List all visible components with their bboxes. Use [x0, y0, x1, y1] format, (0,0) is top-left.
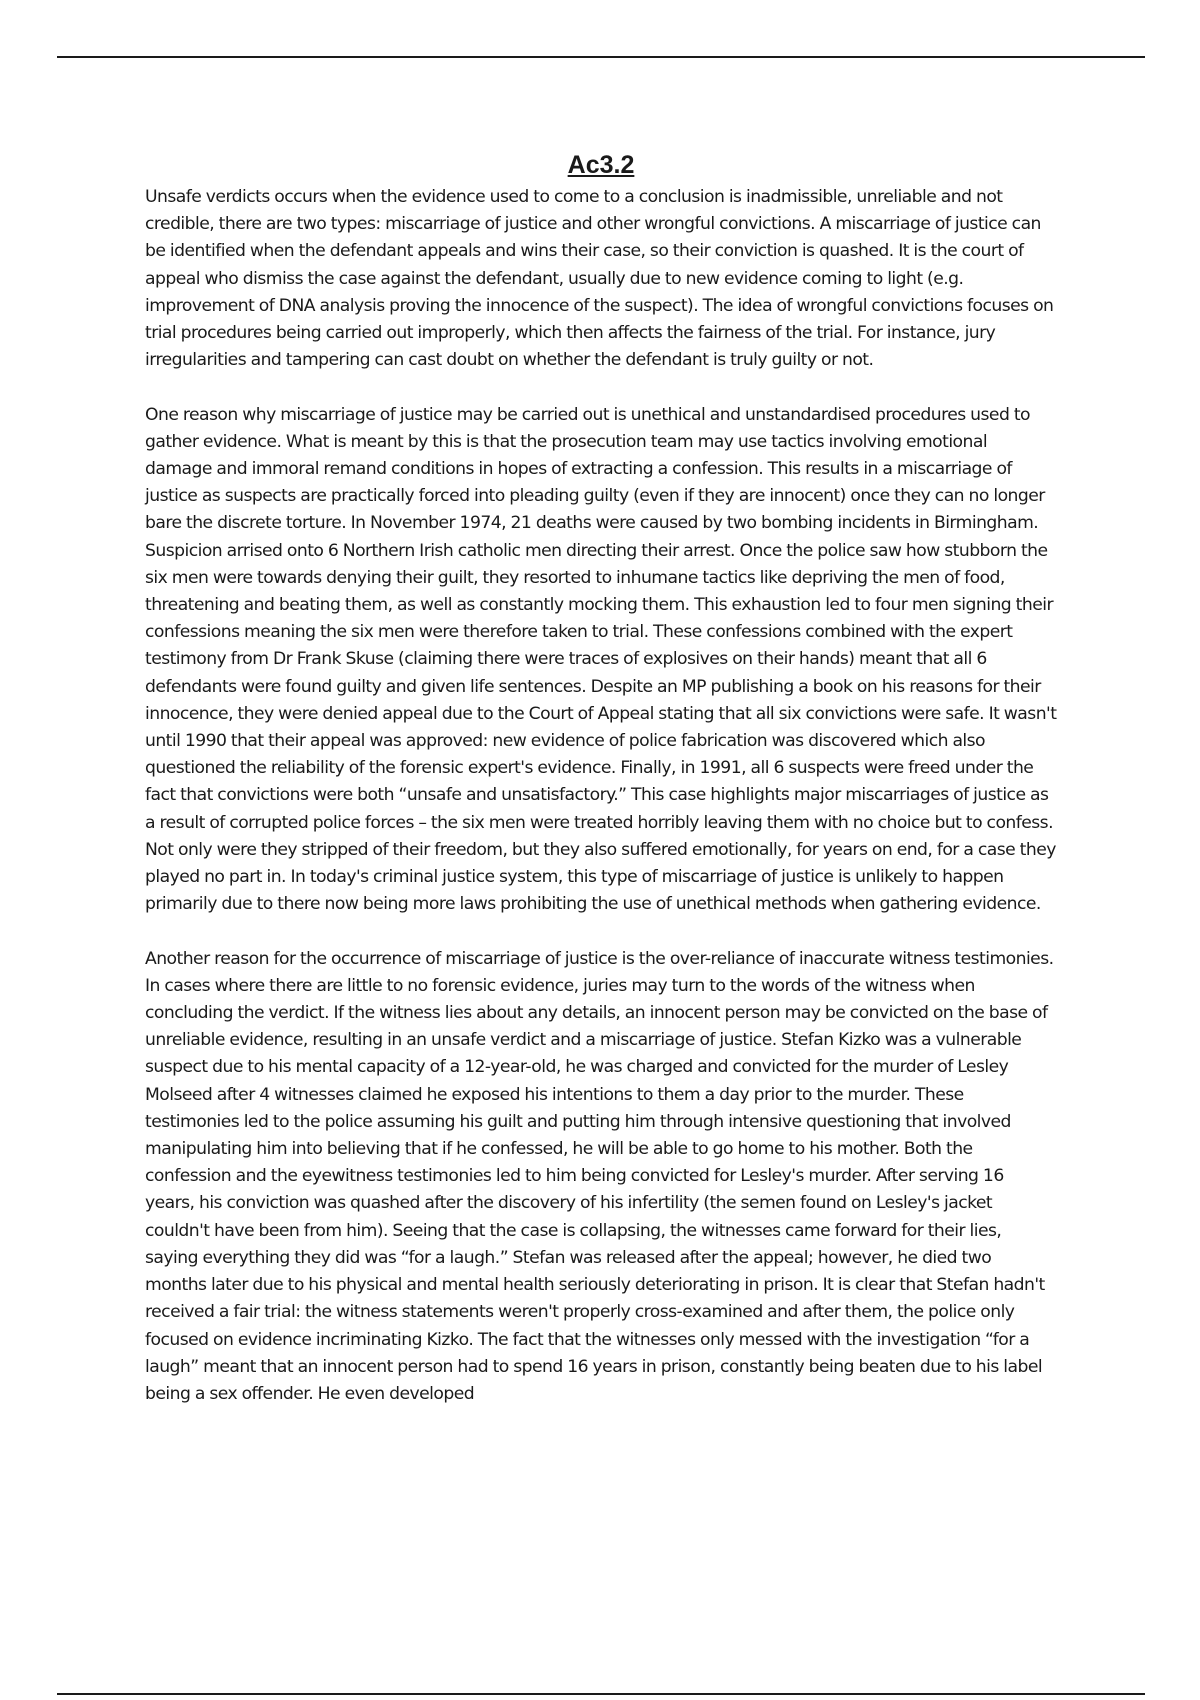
document-body	[145, 148, 1057, 1408]
footer-rule	[57, 1693, 1145, 1695]
document-title: Ac3.2	[567, 151, 635, 179]
paragraph-unsafe-verdicts: Unsafe verdicts occurs when the evidence used to come to a conclusion is inadmissible, unreliable and not credible, there are two types: miscarriage of justice and other wrongful convictions. A miscarriage of justice can be identified when the defendant appeals and wins their case, so their conviction is quashed. It is the court of appeal who dismiss the case against the defendant, usually due to new evidence coming to light (e.g. improvement of DNA analysis proving the innocence of the suspect). The idea of wrongful convictions focuses on trial procedures being carried out improperly, which then affects the fairness of the trial. For instance, jury irregularities and tampering can cast doubt on whether the defendant is truly guilty or not.	[145, 187, 1054, 371]
header-rule	[57, 56, 1145, 58]
paragraph-witness-testimonies: Another reason for the occurrence of miscarriage of justice is the over-reliance of inaccurate witness testimonies. In cases where there are little to no forensic evidence, juries may turn to the words of the witness when concluding the verdict. If the witness lies about any details, an innocent person may be convicted on the base of unreliable evidence, resulting in an unsafe verdict and a miscarriage of justice. Stefan Kizko was a vulnerable suspect due to his mental capacity of a 12-year-old, he was charged and convicted for the murder of Lesley Molseed after 4 witnesses claimed he exposed his intentions to them a day prior to the murder. These testimonies led to the police assuming his guilt and putting him through intensive questioning that involved manipulating him into believing that if he confessed, he will be able to go home to his mother. Both the confession and the eyewitness testimonies led to him being convicted for Lesley's murder. After serving 16 years, his conviction was quashed after the discovery of his infertility (the semen found on Lesley's jacket couldn't have been from him). Seeing that the case is collapsing, the witnesses came forward for their lies, saying everything they did was “for a laugh.” Stefan was released after the appeal; however, he died two months later due to his physical and mental health seriously deteriorating in prison. It is clear that Stefan hadn't received a fair trial: the witness statements weren't properly cross-examined and after them, the police only focused on evidence incriminating Kizko. The fact that the witnesses only messed with the investigation “for a laugh” meant that an innocent person had to spend 16 years in prison, constantly being beaten due to his label being a sex offender. He even developed	[145, 948, 1054, 1404]
paragraph-unethical-procedures: One reason why miscarriage of justice may be carried out is unethical and unstandardised procedures used to gather evidence. What is meant by this is that the prosecution team may use tactics involving emotional damage and immoral remand conditions in hopes of extracting a confession. This results in a miscarriage of justice as suspects are practically forced into pleading guilty (even if they are innocent) once they can no longer bare the discrete torture. In November 1974, 21 deaths were caused by two bombing incidents in Birmingham. Suspicion arrised onto 6 Northern Irish catholic men directing their arrest. Once the police saw how stubborn the six men were towards denying their guilt, they resorted to inhumane tactics like depriving the men of food, threatening and beating them, as well as constantly mocking them. This exhaustion led to four men signing their confessions meaning the six men were therefore taken to trial. These confessions combined with the expert testimony from Dr Frank Skuse (claiming there were traces of explosives on their hands) meant that all 6 defendants were found guilty and given life sentences. Despite an MP publishing a book on his reasons for their innocence, they were denied appeal due to the Court of Appeal stating that all six convictions were safe. It wasn't until 1990 that their appeal was approved: new evidence of police fabrication was discovered which also questioned the reliability of the forensic expert's evidence. Finally, in 1991, all 6 suspects were freed under the fact that convictions were both “unsafe and unsatisfactory.” This case highlights major miscarriages of justice as a result of corrupted police forces – the six men were treated horribly leaving them with no choice but to confess. Not only were they stripped of their freedom, but they also suffered emotionally, for years on end, for a case they played no part in. In today's criminal justice system, this type of miscarriage of justice is unlikely to happen primarily due to there now being more laws prohibiting the use of unethical methods when gathering evidence.	[145, 404, 1057, 915]
